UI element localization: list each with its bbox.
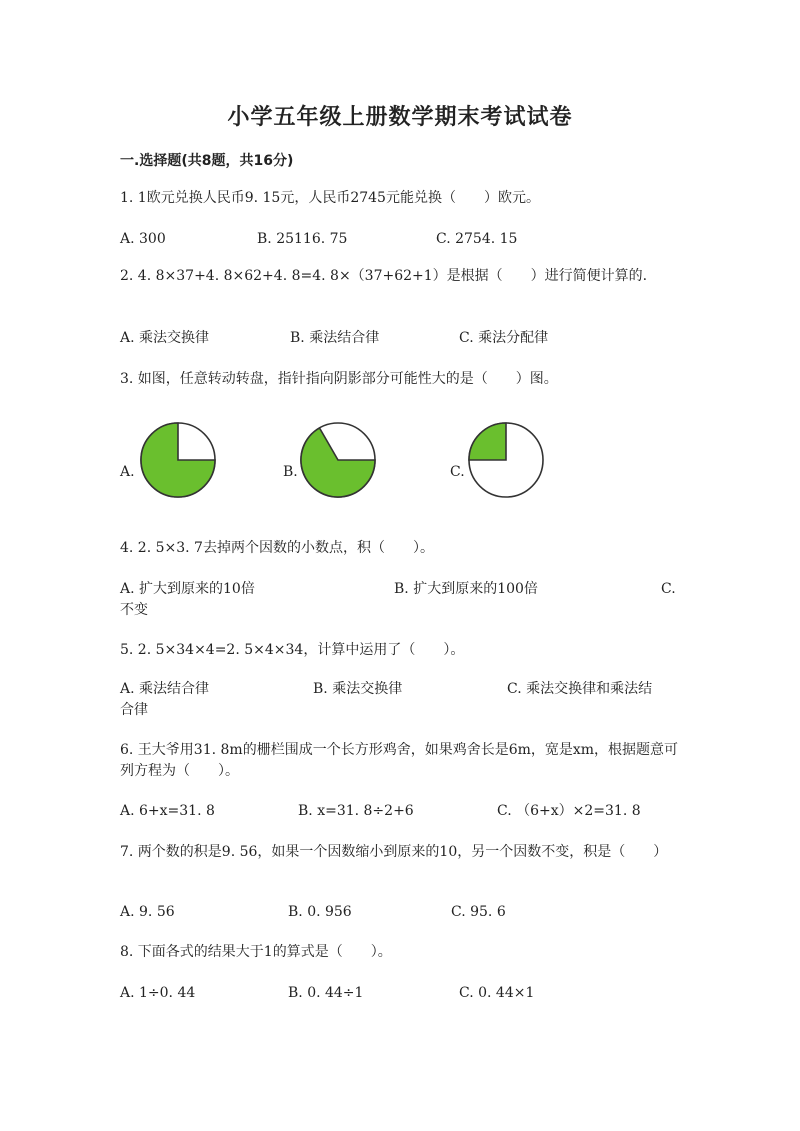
q5-option-a: A. 乘法结合律	[120, 681, 210, 697]
question-7: 7. 两个数的积是9. 56，如果一个因数缩小到原来的10，另一个因数不变，积是（ ）	[120, 844, 668, 860]
pie-c-shaded-sector	[469, 423, 506, 460]
q1-option-b: B. 25116. 75	[257, 231, 348, 247]
q8-option-b: B. 0. 44÷1	[288, 985, 364, 1001]
q5-option-c-continued: 合律	[120, 702, 148, 718]
pie-chart-c	[466, 420, 546, 500]
q1-option-a: A. 300	[120, 231, 166, 247]
question-1: 1. 1欧元兑换人民币9. 15元，人民币2745元能兑换（ ）欧元。	[120, 190, 540, 206]
pie-chart-b	[298, 420, 378, 500]
section-heading: 一.选择题(共8题，共16分)	[120, 153, 294, 169]
q6-option-c: C. （6+x）×2=31. 8	[497, 803, 641, 819]
q3-option-b: B.	[283, 464, 298, 480]
q4-option-a: A. 扩大到原来的10倍	[120, 581, 255, 597]
question-4: 4. 2. 5×3. 7去掉两个因数的小数点，积（ ）。	[120, 540, 434, 556]
q5-option-b: B. 乘法交换律	[313, 681, 403, 697]
q5-option-c: C. 乘法交换律和乘法结	[507, 681, 653, 697]
q3-option-c: C.	[450, 464, 465, 480]
q6-option-b: B. x=31. 8÷2+6	[298, 803, 414, 819]
q1-option-c: C. 2754. 15	[436, 231, 518, 247]
q4-option-c-continued: 不变	[120, 602, 148, 618]
q2-option-b: B. 乘法结合律	[290, 330, 380, 346]
q8-option-a: A. 1÷0. 44	[120, 985, 196, 1001]
q4-option-b: B. 扩大到原来的100倍	[394, 581, 538, 597]
question-3: 3. 如图，任意转动转盘，指针指向阴影部分可能性大的是（ ）图。	[120, 371, 558, 387]
q4-option-c: C.	[661, 581, 676, 597]
q2-option-c: C. 乘法分配律	[459, 330, 549, 346]
q7-option-c: C. 95. 6	[451, 904, 506, 920]
question-6: 6. 王大爷用31. 8m的栅栏围成一个长方形鸡舍，如果鸡舍长是6m，宽是xm，根据题意可列方程为（ ）。	[120, 742, 679, 779]
q7-option-a: A. 9. 56	[120, 904, 175, 920]
q3-option-a: A.	[120, 464, 135, 480]
question-8: 8. 下面各式的结果大于1的算式是（ ）。	[120, 944, 392, 960]
q2-option-a: A. 乘法交换律	[120, 330, 210, 346]
q8-option-c: C. 0. 44×1	[459, 985, 535, 1001]
question-2: 2. 4. 8×37+4. 8×62+4. 8=4. 8×（37+62+1）是根据（ ）进行简便计算的.	[120, 268, 648, 284]
q6-option-a: A. 6+x=31. 8	[120, 803, 215, 819]
q7-option-b: B. 0. 956	[288, 904, 352, 920]
pie-chart-a	[138, 420, 218, 500]
question-5: 5. 2. 5×34×4=2. 5×4×34，计算中运用了（ ）。	[120, 642, 465, 658]
page-title: 小学五年级上册数学期末考试试卷	[227, 105, 573, 130]
